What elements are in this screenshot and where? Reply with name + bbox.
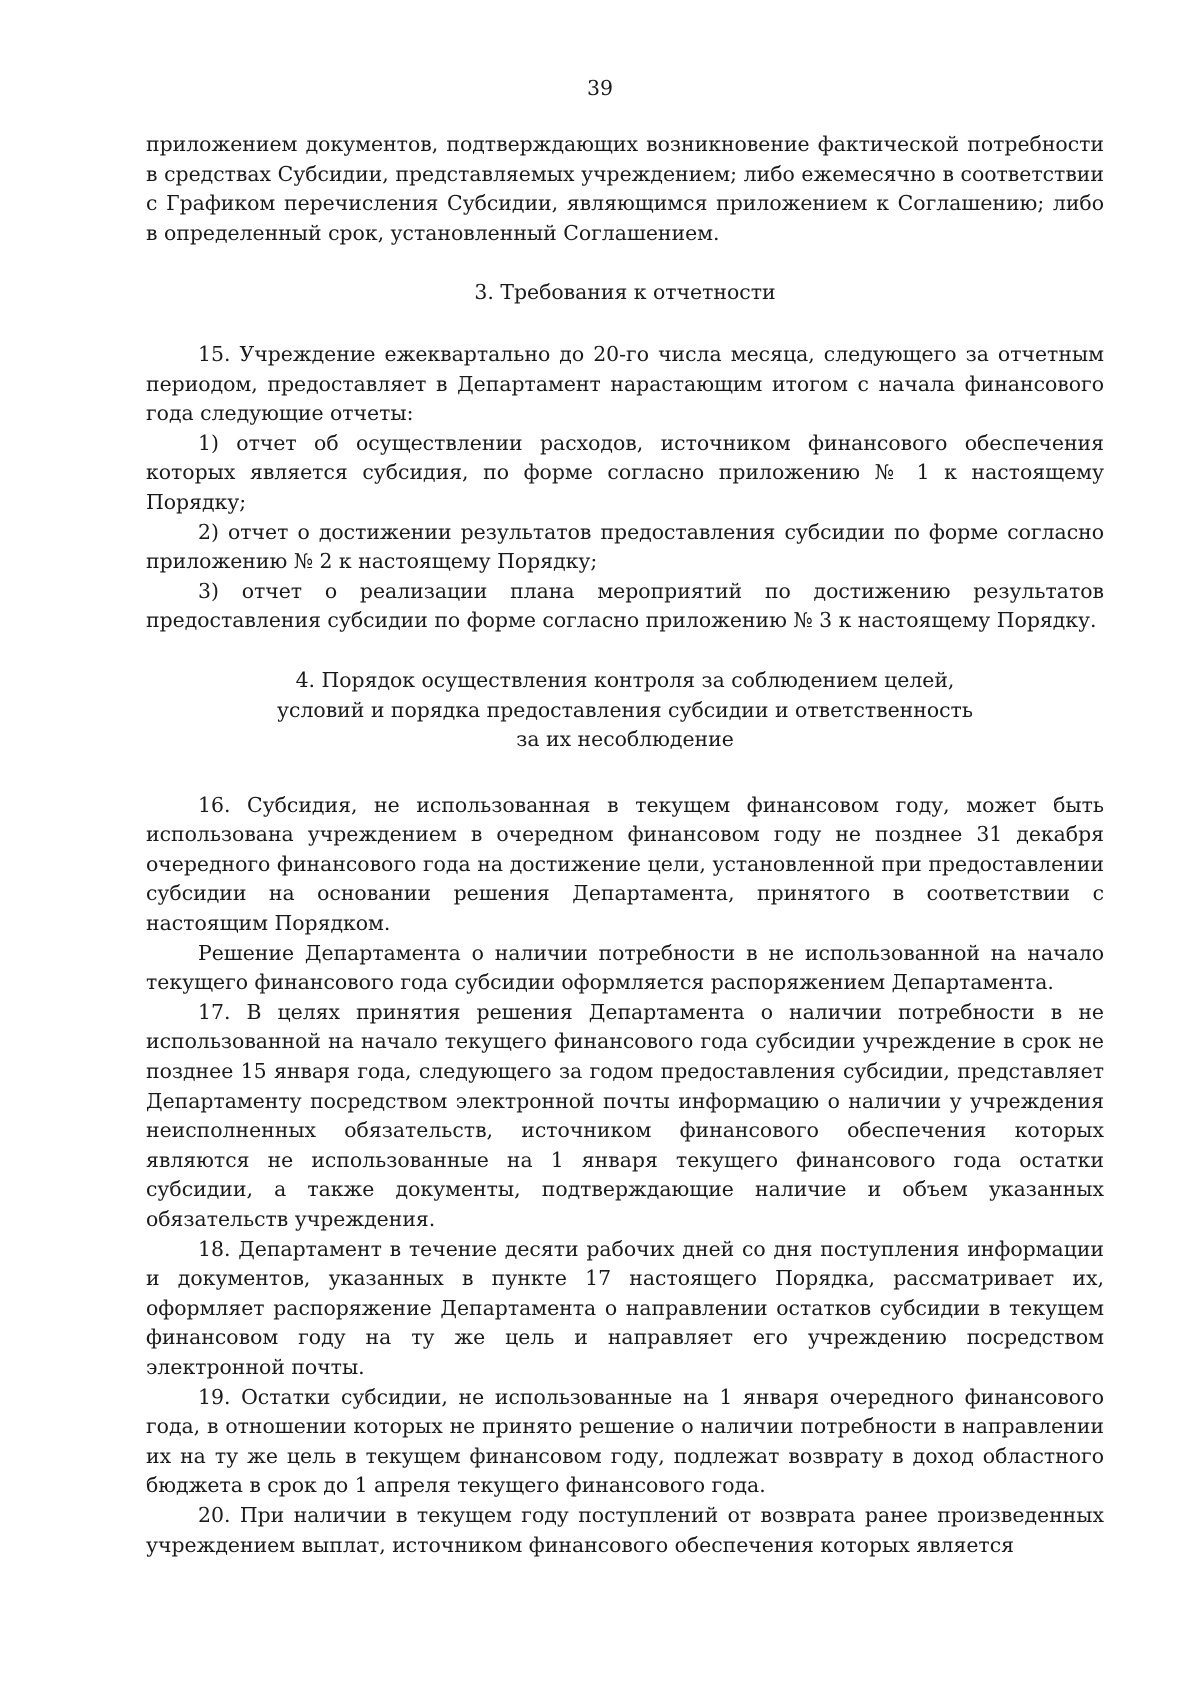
paragraph-20: 20. При наличии в текущем году поступлений от возврата ранее произведенных учреждением выплат, источником финансового обеспечения которых является xyxy=(146,1502,1104,1557)
report-item-2: 2) отчет о достижении результатов предоставления субсидии по форме согласно приложению № 2 к настоящему Порядку; xyxy=(146,519,1104,574)
intro-paragraph: приложением документов, подтверждающих возникновение фактической потребности в средствах Субсидии, представляемых учреждением; либо ежемесячно в соответствии с Графиком перечисления Субсидии, являющимся приложением к Соглашению; либо в определенный срок, установленный Соглашением. xyxy=(146,132,1104,245)
page-number: 39 xyxy=(587,76,613,100)
paragraph-19: 19. Остатки субсидии, не использованные на 1 января очередного финансового года, в отношении которых не принято решение о наличии потребности в направлении их на ту же цель в текущем финансовом году, подлежат возврату в доход областного бюджета в срок до 1 апреля текущего финансового года. xyxy=(146,1384,1104,1498)
paragraph-18: 18. Департамент в течение десяти рабочих дней со дня поступления информации и документов, указанных в пункте 17 настоящего Порядка, рассматривает их, оформляет распоряжение Департамента о направлении остатков субсидии в текущем финансовом году на ту же цель и направляет его учреждению посредством электронной почты. xyxy=(146,1236,1104,1379)
section-4-heading-line-3: за их несоблюдение xyxy=(516,727,734,752)
section-4-heading-line-2: условий и порядка предоставления субсидии и ответственность xyxy=(277,697,973,722)
report-item-3: 3) отчет о реализации плана мероприятий по достижению результатов предоставления субсидии по форме согласно приложению № 3 к настоящему Порядку. xyxy=(146,578,1104,633)
page-content xyxy=(146,130,1104,1560)
paragraph-15: 15. Учреждение ежеквартально до 20-го числа месяца, следующего за отчетным периодом, предоставляет в Департамент нарастающим итогом с начала финансового года следующие отчеты: xyxy=(146,341,1104,426)
paragraph-17: 17. В целях принятия решения Департамента о наличии потребности в не использованной на начало текущего финансового года субсидии учреждение в срок не позднее 15 января года, следующего за годом предоставления субсидии, представляет Департаменту посредством электронной почты информацию о наличии у учреждения неисполненных обязательств, источником финансового обеспечения которых являются не использованные на 1 января текущего финансового года остатки субсидии, а также документы, подтверждающие наличие и объем указанных обязательств учреждения. xyxy=(146,999,1104,1231)
section-3-heading: 3. Требования к отчетности xyxy=(474,280,776,305)
report-item-1: 1) отчет об осуществлении расходов, источником финансового обеспечения которых является субсидия, по форме согласно приложению № 1 к настоящему Порядку; xyxy=(146,430,1104,514)
paragraph-16: 16. Субсидия, не использованная в текущем финансовом году, может быть использована учреждением в очередном финансовом году не позднее 31 декабря очередного финансового года на достижение цели, установленной при предоставлении субсидии на основании решения Департамента, принятого в соответствии с настоящим Порядком. xyxy=(146,792,1104,936)
section-4-heading-line-1: 4. Порядок осуществления контроля за соблюдением целей, xyxy=(295,667,955,692)
section-4-heading xyxy=(146,666,1104,755)
paragraph-16-decision: Решение Департамента о наличии потребности в не использованной на начало текущего финансового года субсидии оформляется распоряжением Департамента. xyxy=(146,940,1104,995)
